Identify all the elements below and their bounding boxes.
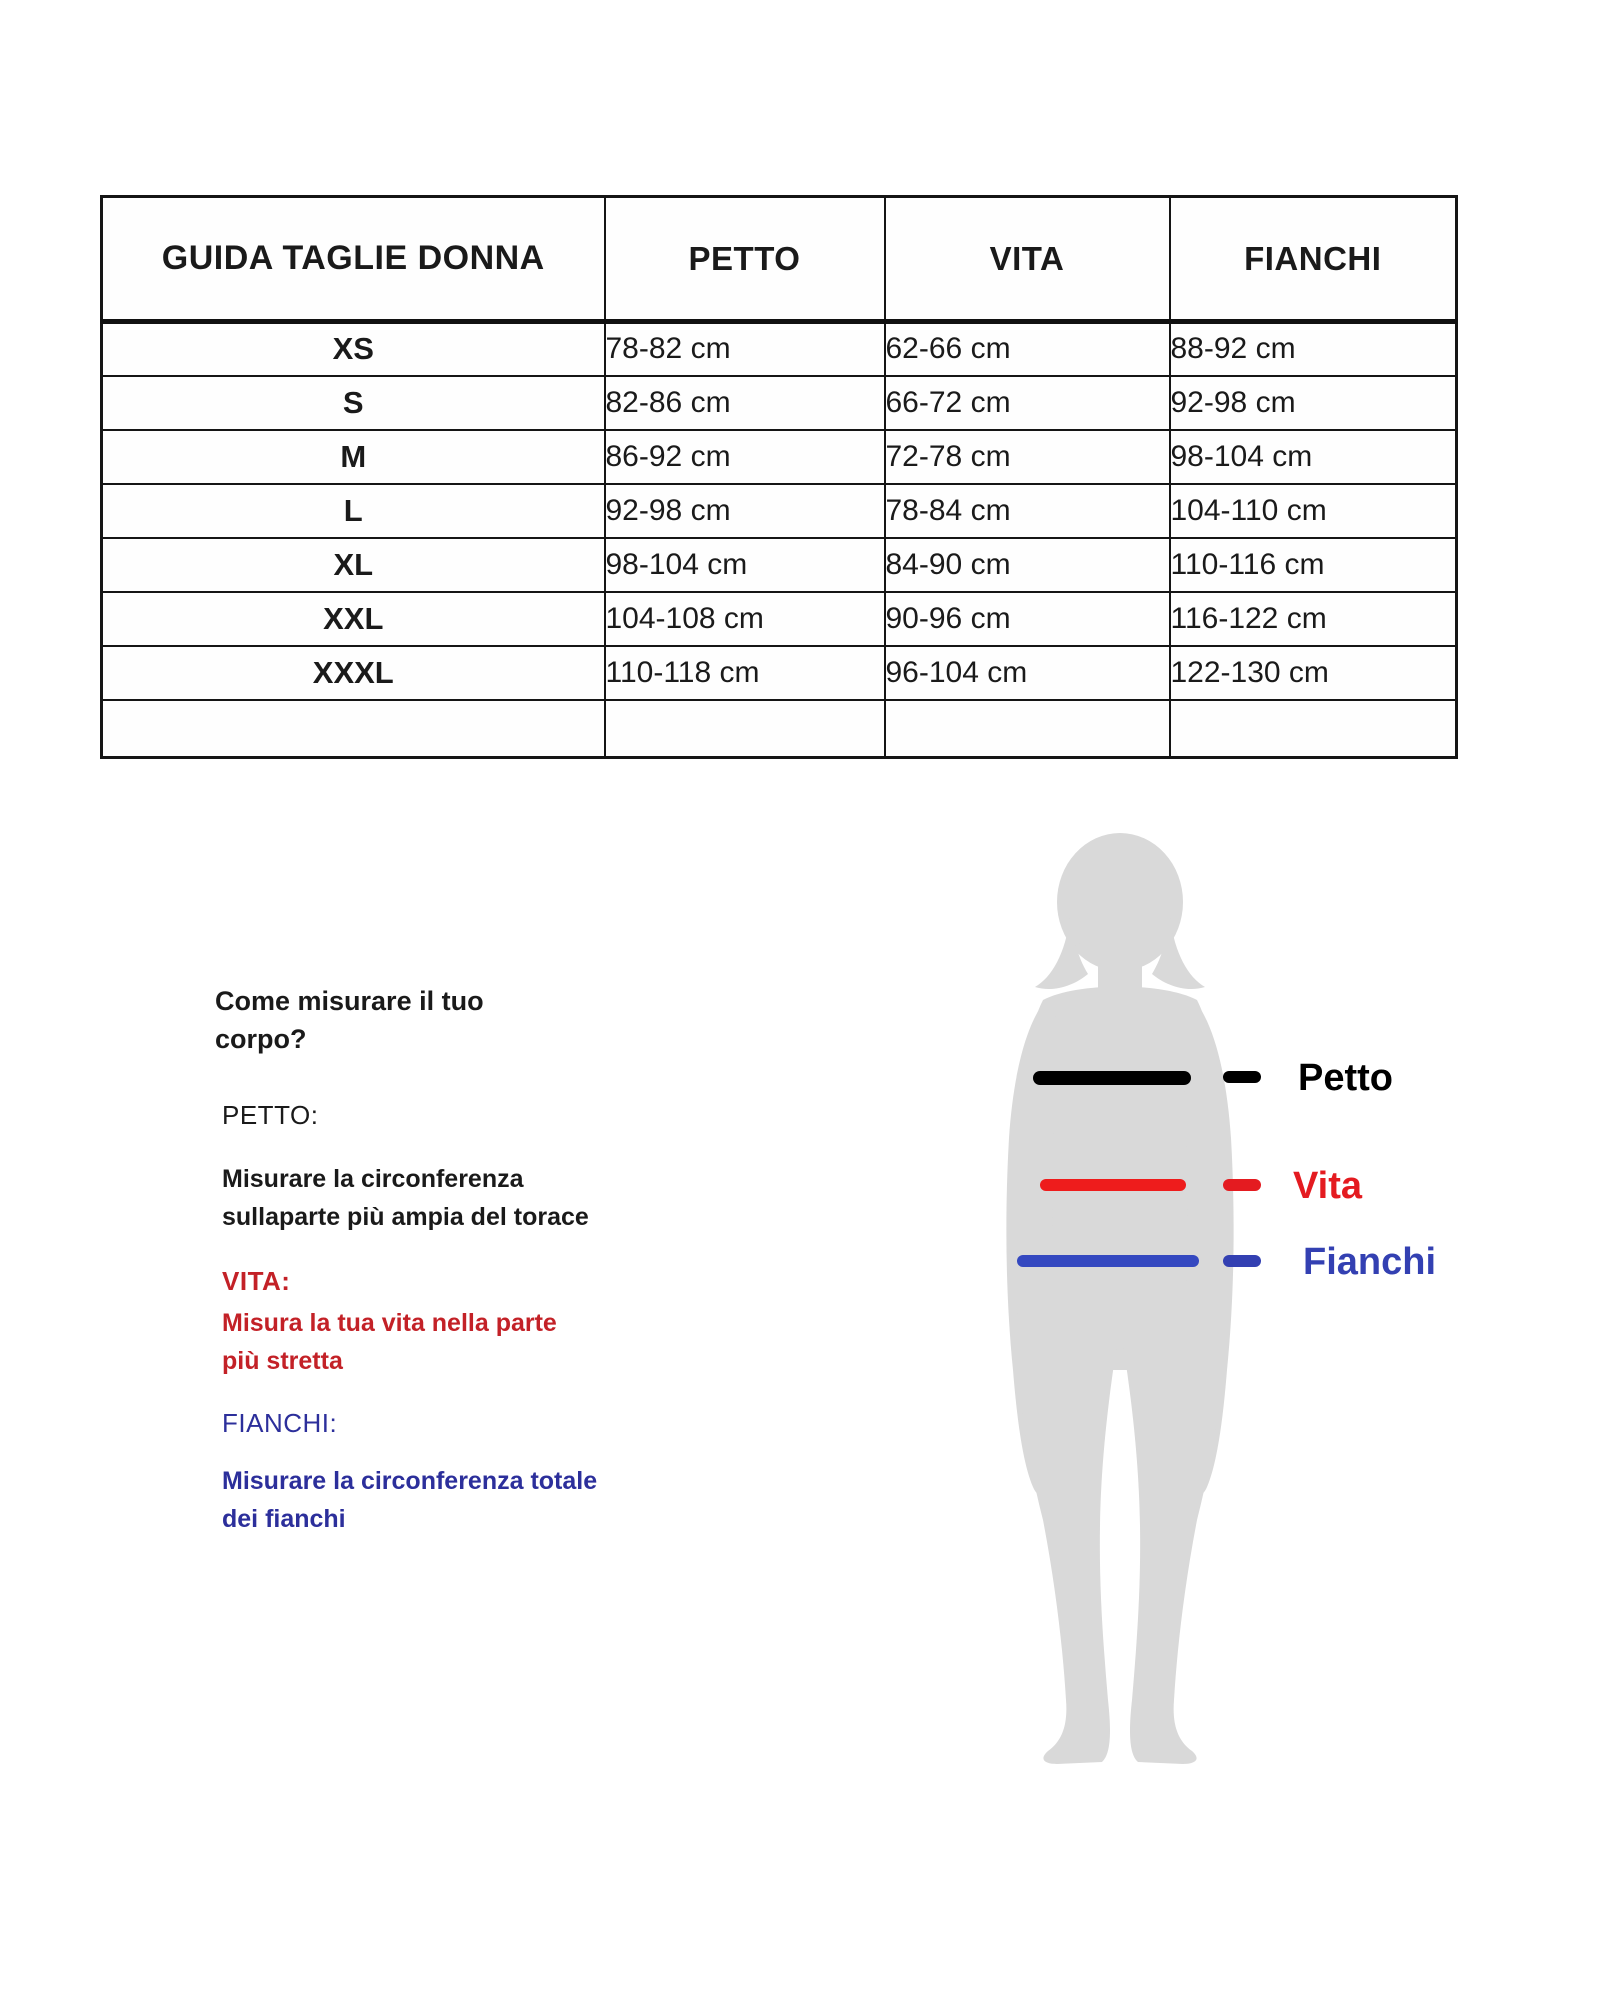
petto-value: 78-82 cm	[605, 322, 885, 376]
petto-value: 104-108 cm	[605, 592, 885, 646]
vita-legend-label: Vita	[1293, 1165, 1363, 1207]
table-row	[102, 322, 1457, 376]
size-label: M	[102, 430, 605, 484]
chest-measure-line	[1033, 1071, 1191, 1085]
vita-heading: VITA:	[222, 1266, 291, 1296]
size-label: XXXL	[102, 646, 605, 700]
petto-heading: PETTO:	[222, 1100, 319, 1130]
table-row	[102, 484, 1457, 538]
vita-value: 96-104 cm	[885, 646, 1170, 700]
column-header-fianchi: FIANCHI	[1170, 197, 1457, 322]
fianchi-description: Misurare la circonferenza totale dei fianchi	[222, 1467, 598, 1533]
vita-value: 84-90 cm	[885, 538, 1170, 592]
petto-value: 86-92 cm	[605, 430, 885, 484]
table-row	[102, 646, 1457, 700]
petto-value: 82-86 cm	[605, 376, 885, 430]
vita-value: 78-84 cm	[885, 484, 1170, 538]
petto-legend-label: Petto	[1298, 1057, 1393, 1099]
table-title: GUIDA TAGLIE DONNA	[102, 197, 605, 322]
size-label: XL	[102, 538, 605, 592]
woman-silhouette	[905, 828, 1375, 1768]
vita-value: 66-72 cm	[885, 376, 1170, 430]
vita-value: 90-96 cm	[885, 592, 1170, 646]
hip-measure-line	[1017, 1255, 1199, 1267]
size-label: L	[102, 484, 605, 538]
fianchi-legend-dash	[1223, 1255, 1261, 1267]
vita-value: 72-78 cm	[885, 430, 1170, 484]
fianchi-value: 104-110 cm	[1170, 484, 1457, 538]
fianchi-value: 116-122 cm	[1170, 592, 1457, 646]
table-row	[102, 430, 1457, 484]
waist-measure-line	[1040, 1179, 1186, 1191]
fianchi-legend-label: Fianchi	[1303, 1241, 1437, 1283]
petto-value: 92-98 cm	[605, 484, 885, 538]
petto-value: 98-104 cm	[605, 538, 885, 592]
size-label: XS	[102, 322, 605, 376]
table-row	[102, 592, 1457, 646]
size-label: XXL	[102, 592, 605, 646]
column-header-petto: PETTO	[605, 197, 885, 322]
measurement-figure	[905, 828, 1375, 1768]
fianchi-value: 92-98 cm	[1170, 376, 1457, 430]
vita-legend-dash	[1223, 1179, 1261, 1191]
fianchi-value: 122-130 cm	[1170, 646, 1457, 700]
table-header-row	[102, 197, 1457, 322]
table-row	[102, 538, 1457, 592]
intro-question: Come misurare il tuo corpo?	[215, 986, 484, 1054]
vita-description: Misura la tua vita nella parte più stretta	[222, 1309, 557, 1375]
petto-value: 110-118 cm	[605, 646, 885, 700]
table-row	[102, 376, 1457, 430]
table-row-empty	[102, 700, 1457, 758]
petto-legend-dash	[1223, 1071, 1261, 1083]
column-header-vita: VITA	[885, 197, 1170, 322]
fianchi-heading: FIANCHI:	[222, 1408, 338, 1438]
silhouette-body	[1006, 833, 1233, 1764]
fianchi-value: 110-116 cm	[1170, 538, 1457, 592]
size-guide-table	[100, 195, 1458, 759]
petto-description: Misurare la circonferenza sullaparte più ampia del torace	[222, 1165, 589, 1231]
size-label: S	[102, 376, 605, 430]
fianchi-value: 88-92 cm	[1170, 322, 1457, 376]
vita-value: 62-66 cm	[885, 322, 1170, 376]
fianchi-value: 98-104 cm	[1170, 430, 1457, 484]
